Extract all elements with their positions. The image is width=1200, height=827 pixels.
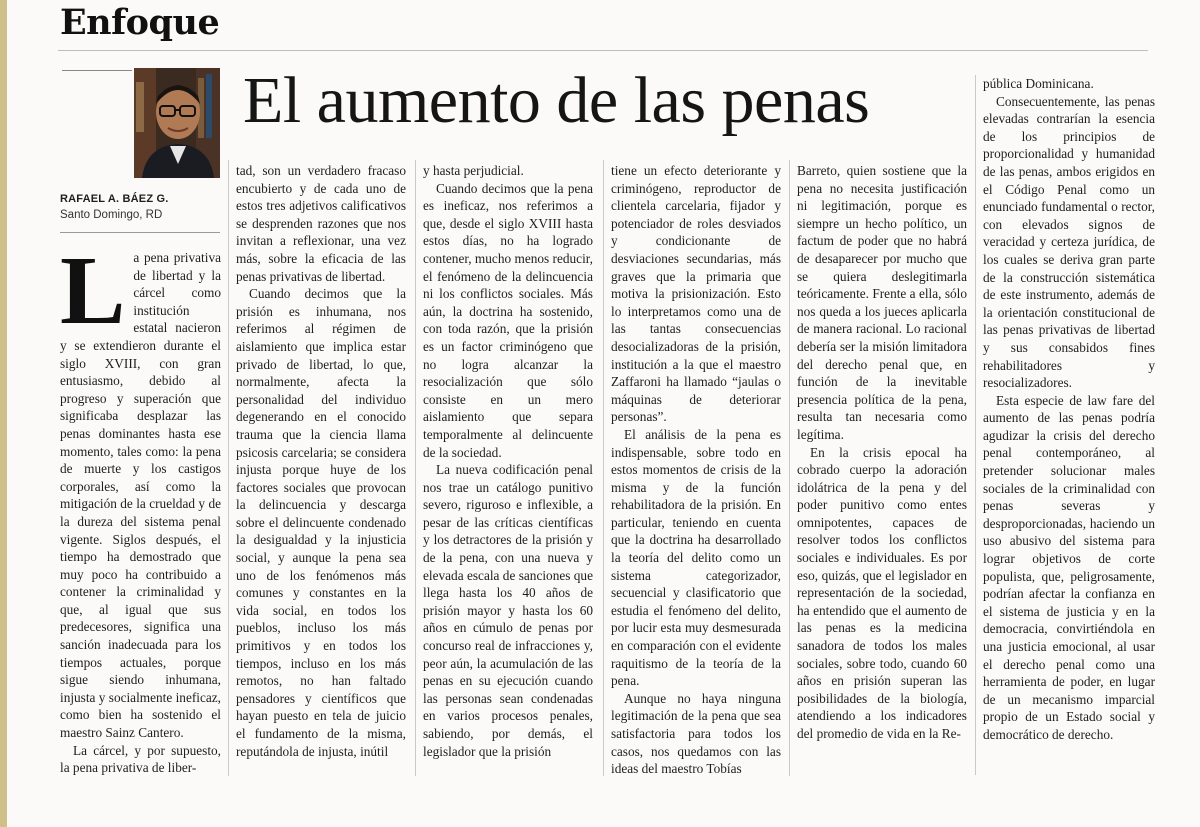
drop-cap: L	[60, 237, 126, 345]
article-paragraph: Esta especie de law fare del aumento de las penas podría agudizar la crisis del derecho penal contemporáneo, al pretender solucionar males sociales de la criminalidad con penas severas y desproporcionadas, haciendo un uso abusivo del sistema para lograr objetivos de corte populista, que, peligrosamente, podrían afectar la confianza en el sistema de justicia y en la democracia, convirtiéndola en una justicia emocional, al usar el derecho penal como una herramienta de poder, en lugar de un mecanismo imparcial propio de un Estado social y democrático de derecho.	[983, 392, 1155, 742]
article-paragraph: En la crisis epocal ha cobrado cuerpo la adoración idolátrica de la pena y del poder punitivo como entes omnipotentes, capaces de resolver todos los conflictos sociales e individuales. Es por eso, quizás, que el legislador en representación de la sociedad, ha entendido que el aumento de las penas es la medicina sanadora de todos los males sociales, sobre todo, cuando 60 años en prisión superan las posibilidades de la biología, atendiendo a los indicadores del promedio de vida en la Re-	[797, 444, 967, 741]
article-paragraph: Aunque no haya ninguna legitimación de la pena que sea satisfactoria para todos los casos, nos quedamos con las ideas del maestro Tobías	[611, 690, 781, 777]
headline: El aumento de las penas	[243, 64, 870, 137]
column-divider	[228, 160, 229, 776]
author-location: Santo Domingo, RD	[60, 209, 163, 221]
article-paragraph: tiene un efecto deteriorante y criminógeno, reproductor de clientela carcelaria, fijador y potenciador de roles desviados y condicionante de desviaciones secundarias, más graves que la primaria que motiva la prisionización. Esto lo interpretamos como una de las tantas consecuencias desocializadoras de la prisión, institución a la que el maestro Zaffaroni ha llamado “jaulas o máquinas de deteriorar personas”.	[611, 163, 781, 425]
header-divider	[58, 50, 1148, 51]
column-divider	[603, 160, 604, 776]
article-paragraph: La pena privativa de libertad y la cárcel como institución estatal nacieron y se extendieron durante el siglo XVIII, con gran entusiasmo, debido al progreso y superación que significaba desplazar las penas dominantes hasta ese momento, tales como: la pena de muerte y los castigos corporales, así como la mitigación de la crueldad y de la dureza del sistema penal vigente. Siglos después, el tiempo ha demostrado que muy poco ha contribuido a contener la criminalidad y que, al igual que sus predecesores, significa una sanción inadecuada para los tiempos actuales, porque sigue siendo inhumana, injusta y socialmente ineficaz, como bien ha sostenido el maestro Sainz Cantero.	[60, 237, 221, 741]
article-column-5	[797, 162, 967, 743]
column-divider	[975, 75, 976, 775]
article-paragraph: La nueva codificación penal nos trae un catálogo punitivo severo, riguroso e inflexible, a pesar de las críticas científicas y los detractores de la prisión y de la pena, con una nueva y elevada escala de sanciones que llega hasta los 40 años de prisión mayor y hasta los 60 años en cúmulo de penas por concurso real de infracciones y, peor aún, la acumulación de las penas en su ejecución cuando las personas sean condenadas en varios procesos penales, sabiendo, por demás, el legislador que la prisión	[423, 462, 593, 759]
page-margin-strip	[0, 0, 7, 827]
article-column-3	[423, 162, 593, 760]
article-paragraph: tad, son un verdadero fracaso encubierto y de cada uno de estos tres adjetivos calificativos se desprenden razones que nos invitan a reflexionar, una vez más, sobre la eficacia de las penas privativas de libertad.	[236, 163, 406, 284]
author-portrait-icon	[134, 68, 220, 178]
article-paragraph: Barreto, quien sostiene que la pena no necesita justificación ni legitimación, porque es siempre un hecho político, un factum de poder que no habrá de desaparecer por mucho que se quiera deslegitimarla teóricamente. Frente a ella, sólo nos queda a los jueces aplicarla de manera racional. Lo racional debería ser la misión limitadora del derecho penal que, en función de la inevitable presencia política de la pena, resulta tan necesaria como legítima.	[797, 163, 967, 442]
article-paragraph: La cárcel, y por supuesto, la pena privativa de liber-	[60, 742, 221, 776]
column-divider	[415, 160, 416, 776]
author-photo	[134, 68, 220, 178]
byline-divider	[60, 232, 220, 233]
article-paragraph: El análisis de la pena es indispensable, sobre todo en estos momentos de crisis de la misma y de la función rehabilitadora de la prisión. En particular, teniendo en cuenta que la doctrina ha desarrollado la teoría del delito como un sistema categorizador, secuencial y clasificatorio que estudia el fenómeno del delito, por lucir esta muy desmesurada en comparación con el evidente raquitismo de la teoría de la pena.	[611, 426, 781, 689]
article-column-6	[983, 75, 1155, 744]
article-paragraph: y hasta perjudicial.	[423, 163, 524, 178]
article-paragraph: Cuando decimos que la prisión es inhumana, nos referimos al régimen de aislamiento que implica estar privado de libertad, lo que, normalmente, afecta la personalidad del individuo degenerando en el conocido trauma que la ciencia llama psicosis carcelaria; se considera injusta porque huye de los factores sociales que provocan la delincuencia y descarga sobre el delincuente condenado la desigualdad y la injusticia social, y aunque la pena sea uno de los fenómenos más comunes y constantes en la vida social, en todos los pueblos, incluso los más primitivos y en todos los tiempos, incluso en los más remotos, no han faltado pensadores y científicos que hayan puesto en tela de juicio el fundamento de la misma, reputándola de injusta, inútil	[236, 286, 406, 759]
column-divider	[789, 160, 790, 776]
article-paragraph: Consecuentemente, las penas elevadas contrarían la esencia de los principios de proporcionalidad y humanidad de las penas, ambos erigidos en el Código Penal como un enunciado fundamental o rector, con elevados signos de veracidad y certeza jurídica, de los cuales se deriva gran parte de la construcción sistemática de este instrumento, además de la orientación constitucional de las penas privativas de libertad y sus consabidos fines rehabilitadores y resocializadores.	[983, 93, 1155, 391]
author-name: RAFAEL A. BÁEZ G.	[60, 193, 169, 205]
article-paragraph: Cuando decimos que la pena es ineficaz, nos referimos a que, desde el siglo XVIII hasta estos días, no ha logrado contener, mucho menos reducir, el fenómeno de la delincuencia ni los conflictos sociales. Más aún, la doctrina ha sostenido, con toda razón, que la prisión es un factor criminógeno que no logra alcanzar la resocialización que sólo consiste en un mero aislamiento que separa temporalmente al delincuente de la sociedad.	[423, 180, 593, 460]
section-title: Enfoque	[60, 2, 220, 43]
article-column-1	[60, 237, 221, 777]
byline-rule	[62, 70, 132, 71]
article-column-4	[611, 162, 781, 778]
article-column-2	[236, 162, 406, 760]
article-paragraph: pública Dominicana.	[983, 76, 1094, 91]
